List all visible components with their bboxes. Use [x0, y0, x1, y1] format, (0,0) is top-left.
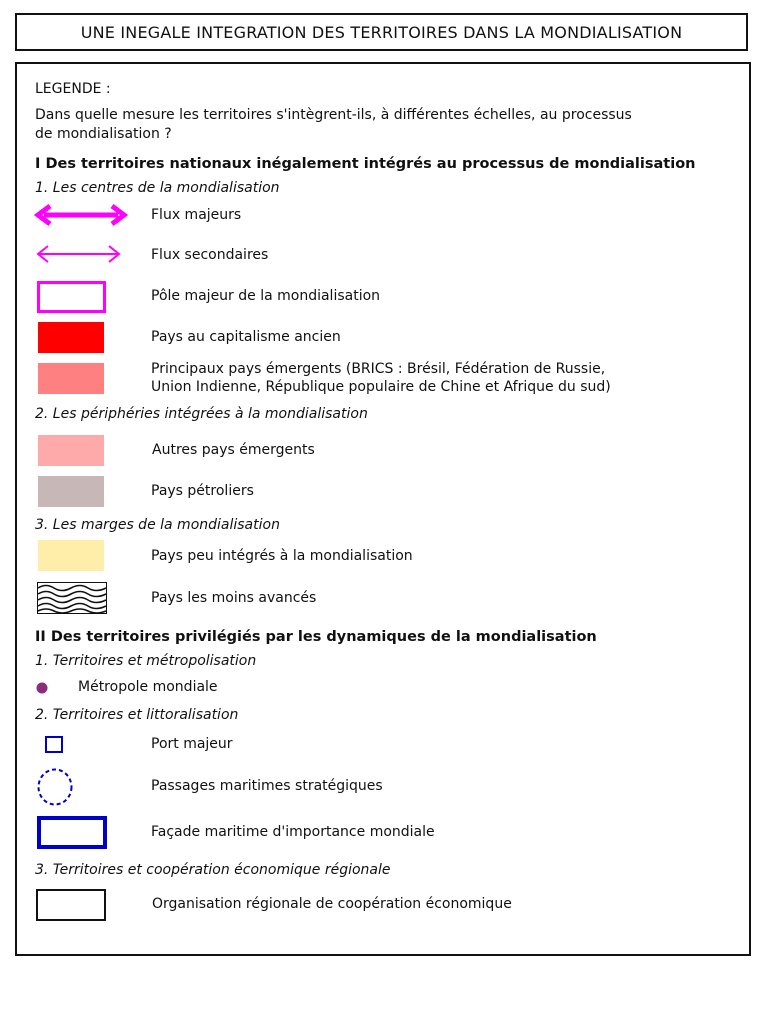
passages-label: Passages maritimes stratégiques — [151, 778, 383, 794]
peu-integres-swatch — [38, 540, 104, 571]
peu-integres-label: Pays peu intégrés à la mondialisation — [151, 548, 413, 564]
brics-label-line-1: Principaux pays émergents (BRICS : Brésil, Fédération de Russie, — [151, 361, 606, 377]
port-majeur-square-icon — [45, 736, 63, 753]
part2-sub1: 1. Territoires et métropolisation — [35, 653, 257, 669]
part1-sub2: 2. Les périphéries intégrées à la mondialisation — [35, 406, 368, 422]
flux-majeurs-label: Flux majeurs — [151, 207, 242, 223]
petroliers-label: Pays pétroliers — [151, 483, 254, 499]
brics-label-line-2: Union Indienne, République populaire de Chine et Afrique du sud) — [151, 379, 611, 395]
organisation-label: Organisation régionale de coopération économique — [152, 896, 512, 912]
question-line-1: Dans quelle mesure les territoires s'intègrent-ils, à différentes échelles, au processus — [35, 107, 632, 123]
part1-heading: I Des territoires nationaux inégalement intégrés au processus de mondialisation — [35, 156, 696, 172]
capitalisme-ancien-label: Pays au capitalisme ancien — [151, 329, 341, 345]
moins-avances-hatch-icon — [37, 582, 107, 614]
facade-maritime-swatch — [37, 816, 107, 849]
legend-label: LEGENDE : — [35, 81, 111, 97]
part2-heading: II Des territoires privilégiés par les dynamiques de la mondialisation — [35, 629, 597, 645]
moins-avances-label: Pays les moins avancés — [151, 590, 317, 606]
part2-sub2: 2. Territoires et littoralisation — [35, 707, 239, 723]
pole-majeur-label: Pôle majeur de la mondialisation — [151, 288, 381, 304]
question-line-2: de mondialisation ? — [35, 126, 172, 142]
flux-secondaires-arrow-icon — [34, 242, 124, 266]
capitalisme-ancien-swatch — [38, 322, 104, 353]
flux-secondaires-label: Flux secondaires — [151, 247, 269, 263]
port-label: Port majeur — [151, 736, 233, 752]
passages-maritimes-dashed-circle-icon — [36, 767, 74, 807]
part1-sub1: 1. Les centres de la mondialisation — [35, 180, 280, 196]
facade-label: Façade maritime d'importance mondiale — [151, 824, 435, 840]
flux-majeurs-arrow-icon — [34, 202, 128, 228]
autres-emergents-label: Autres pays émergents — [152, 442, 315, 458]
part2-sub3: 3. Territoires et coopération économique régionale — [35, 862, 391, 878]
page-title: UNE INEGALE INTEGRATION DES TERRITOIRES DANS LA MONDIALISATION — [15, 13, 748, 51]
brics-swatch — [38, 363, 104, 394]
organisation-regionale-swatch — [36, 889, 106, 921]
part1-sub3: 3. Les marges de la mondialisation — [35, 517, 280, 533]
metropole-label: Métropole mondiale — [78, 679, 218, 695]
petroliers-swatch — [38, 476, 104, 507]
autres-emergents-swatch — [38, 435, 104, 466]
metropole-dot-icon — [35, 681, 49, 695]
pole-majeur-swatch — [37, 281, 106, 313]
